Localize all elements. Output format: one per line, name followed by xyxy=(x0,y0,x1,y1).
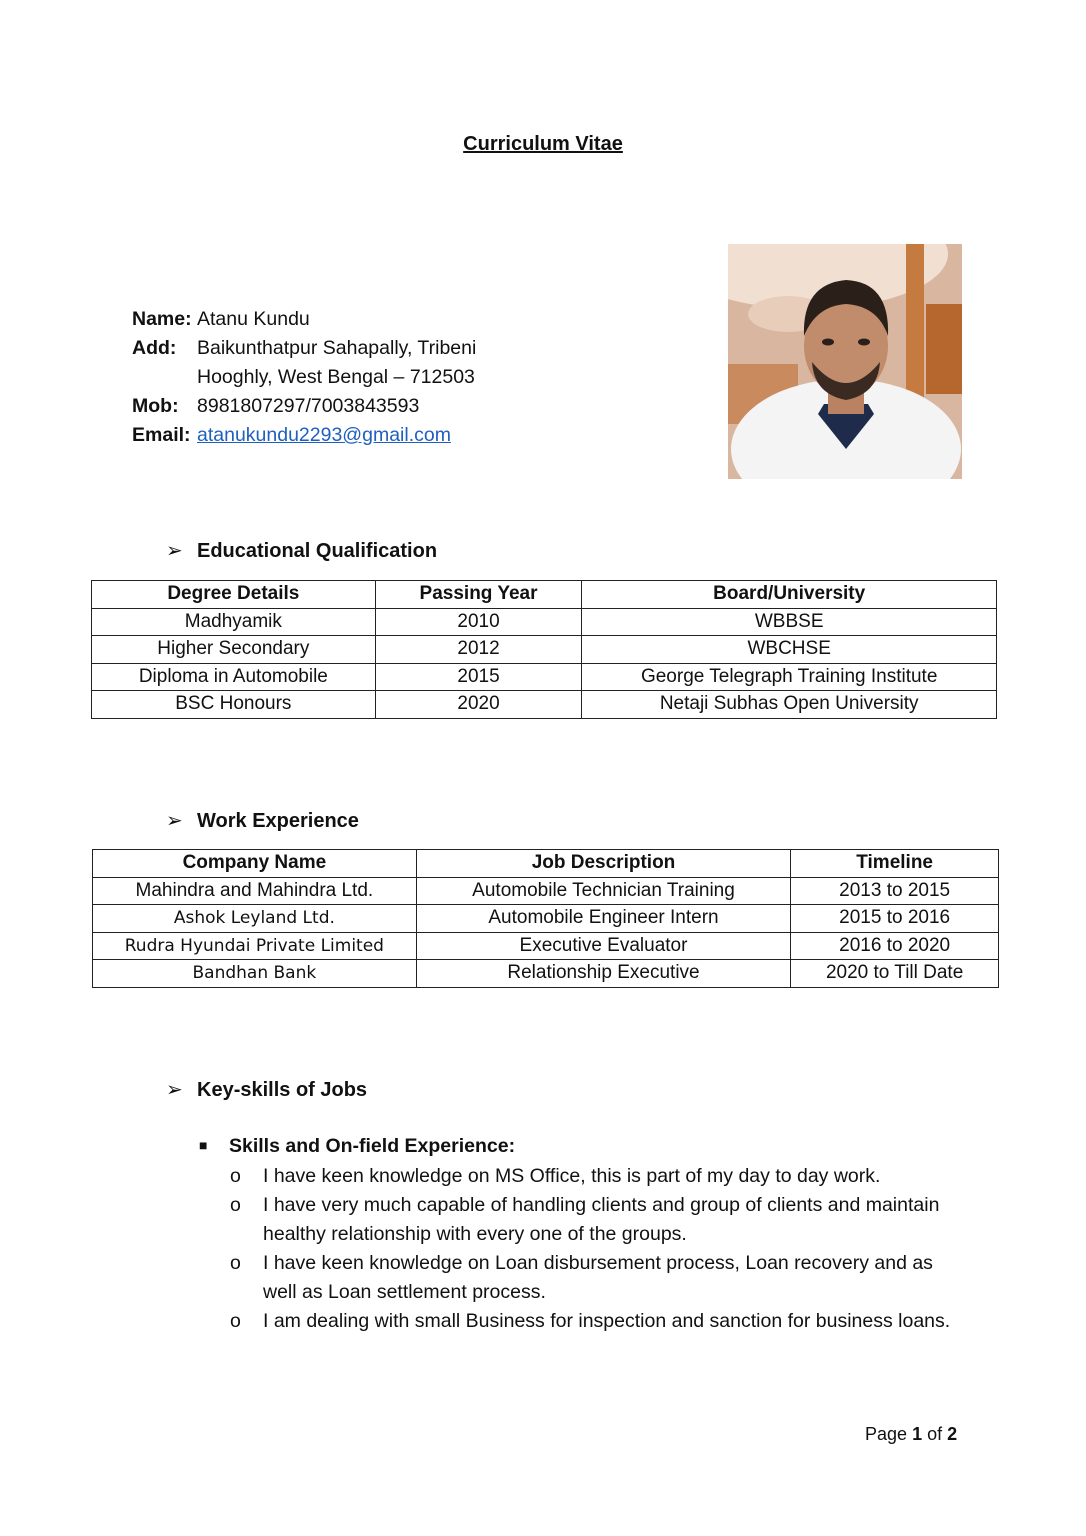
page-total: 2 xyxy=(947,1424,958,1444)
list-item-text: I have very much capable of handling clients and group of clients and maintain healthy relationship with every one of the groups. xyxy=(263,1194,940,1245)
table-cell: WBCHSE xyxy=(582,636,997,664)
table-cell: 2013 to 2015 xyxy=(791,877,999,905)
column-header: Job Description xyxy=(416,850,791,878)
document-title: Curriculum Vitae xyxy=(463,133,623,155)
table-row xyxy=(93,877,999,905)
table-cell: Higher Secondary xyxy=(92,636,376,664)
arrow-bullet-icon: ➢ xyxy=(166,540,183,562)
column-header: Degree Details xyxy=(92,581,376,609)
work-heading-text: Work Experience xyxy=(197,810,359,832)
page-word: Page xyxy=(865,1424,908,1444)
work-table xyxy=(92,849,999,988)
name-label: Name: xyxy=(132,308,192,330)
education-table xyxy=(91,580,997,719)
contact-block xyxy=(132,305,476,450)
mobile-value: 8981807297/7003843593 xyxy=(197,395,420,417)
table-cell: 2015 xyxy=(375,663,582,691)
list-item xyxy=(230,1191,960,1249)
page-current: 1 xyxy=(912,1424,923,1444)
table-cell: Madhyamik xyxy=(92,608,376,636)
table-cell: George Telegraph Training Institute xyxy=(582,663,997,691)
table-cell: Netaji Subhas Open University xyxy=(582,691,997,719)
address-row xyxy=(132,334,476,363)
list-item xyxy=(230,1307,960,1336)
table-cell: 2010 xyxy=(375,608,582,636)
arrow-bullet-icon: ➢ xyxy=(166,810,183,832)
email-row xyxy=(132,421,476,450)
table-row xyxy=(92,663,997,691)
table-cell: 2020 to Till Date xyxy=(791,960,999,988)
table-cell: Rudra Hyundai Private Limited xyxy=(93,932,417,960)
address-row-2 xyxy=(132,363,476,392)
address-label: Add: xyxy=(132,337,177,359)
table-row xyxy=(92,691,997,719)
table-cell: 2012 xyxy=(375,636,582,664)
email-label: Email: xyxy=(132,424,191,446)
square-bullet-icon: ■ xyxy=(199,1137,208,1153)
mobile-label: Mob: xyxy=(132,395,179,417)
table-cell: Mahindra and Mahindra Ltd. xyxy=(93,877,417,905)
list-item-text: I am dealing with small Business for inspection and sanction for business loans. xyxy=(263,1310,951,1332)
name-value: Atanu Kundu xyxy=(197,308,310,330)
list-item xyxy=(230,1162,960,1191)
table-header-row xyxy=(93,850,999,878)
skills-subheading xyxy=(199,1135,515,1158)
table-cell: Automobile Technician Training xyxy=(416,877,791,905)
list-item xyxy=(230,1249,960,1307)
address-line-1: Baikunthatpur Sahapally, Tribeni xyxy=(197,337,477,359)
education-heading-text: Educational Qualification xyxy=(197,540,438,562)
table-cell: BSC Honours xyxy=(92,691,376,719)
circle-bullet-icon: o xyxy=(230,1165,241,1187)
table-cell: Diploma in Automobile xyxy=(92,663,376,691)
table-header-row xyxy=(92,581,997,609)
table-row xyxy=(92,636,997,664)
work-heading xyxy=(166,808,359,833)
table-cell: Relationship Executive xyxy=(416,960,791,988)
table-cell: Automobile Engineer Intern xyxy=(416,905,791,933)
address-line-2: Hooghly, West Bengal – 712503 xyxy=(197,366,475,388)
table-row xyxy=(93,932,999,960)
table-cell: 2015 to 2016 xyxy=(791,905,999,933)
of-word: of xyxy=(927,1424,943,1444)
list-item-text: I have keen knowledge on Loan disbursement process, Loan recovery and as well as Loan settlement process. xyxy=(263,1252,933,1303)
mobile-row xyxy=(132,392,476,421)
table-cell: Bandhan Bank xyxy=(93,960,417,988)
arrow-bullet-icon: ➢ xyxy=(166,1079,183,1101)
circle-bullet-icon: o xyxy=(230,1252,241,1274)
table-row xyxy=(93,960,999,988)
education-heading xyxy=(166,538,437,563)
column-header: Passing Year xyxy=(375,581,582,609)
list-item-text: I have keen knowledge on MS Office, this is part of my day to day work. xyxy=(263,1165,881,1187)
table-cell: Executive Evaluator xyxy=(416,932,791,960)
table-cell: 2020 xyxy=(375,691,582,719)
profile-photo-graphic xyxy=(728,244,962,479)
table-row xyxy=(93,905,999,933)
skills-list xyxy=(230,1162,960,1336)
skills-heading-text: Key-skills of Jobs xyxy=(197,1079,368,1101)
column-header: Board/University xyxy=(582,581,997,609)
skills-subheading-text: Skills and On-field Experience: xyxy=(229,1135,516,1157)
table-row xyxy=(92,608,997,636)
circle-bullet-icon: o xyxy=(230,1194,241,1216)
page-number xyxy=(865,1424,957,1445)
name-row xyxy=(132,305,476,334)
email-link[interactable]: atanukundu2293@gmail.com xyxy=(197,424,451,446)
profile-photo xyxy=(728,244,962,479)
table-cell: WBBSE xyxy=(582,608,997,636)
column-header: Timeline xyxy=(791,850,999,878)
circle-bullet-icon: o xyxy=(230,1310,241,1332)
skills-heading xyxy=(166,1077,367,1102)
column-header: Company Name xyxy=(93,850,417,878)
table-cell: Ashok Leyland Ltd. xyxy=(93,905,417,933)
table-cell: 2016 to 2020 xyxy=(791,932,999,960)
